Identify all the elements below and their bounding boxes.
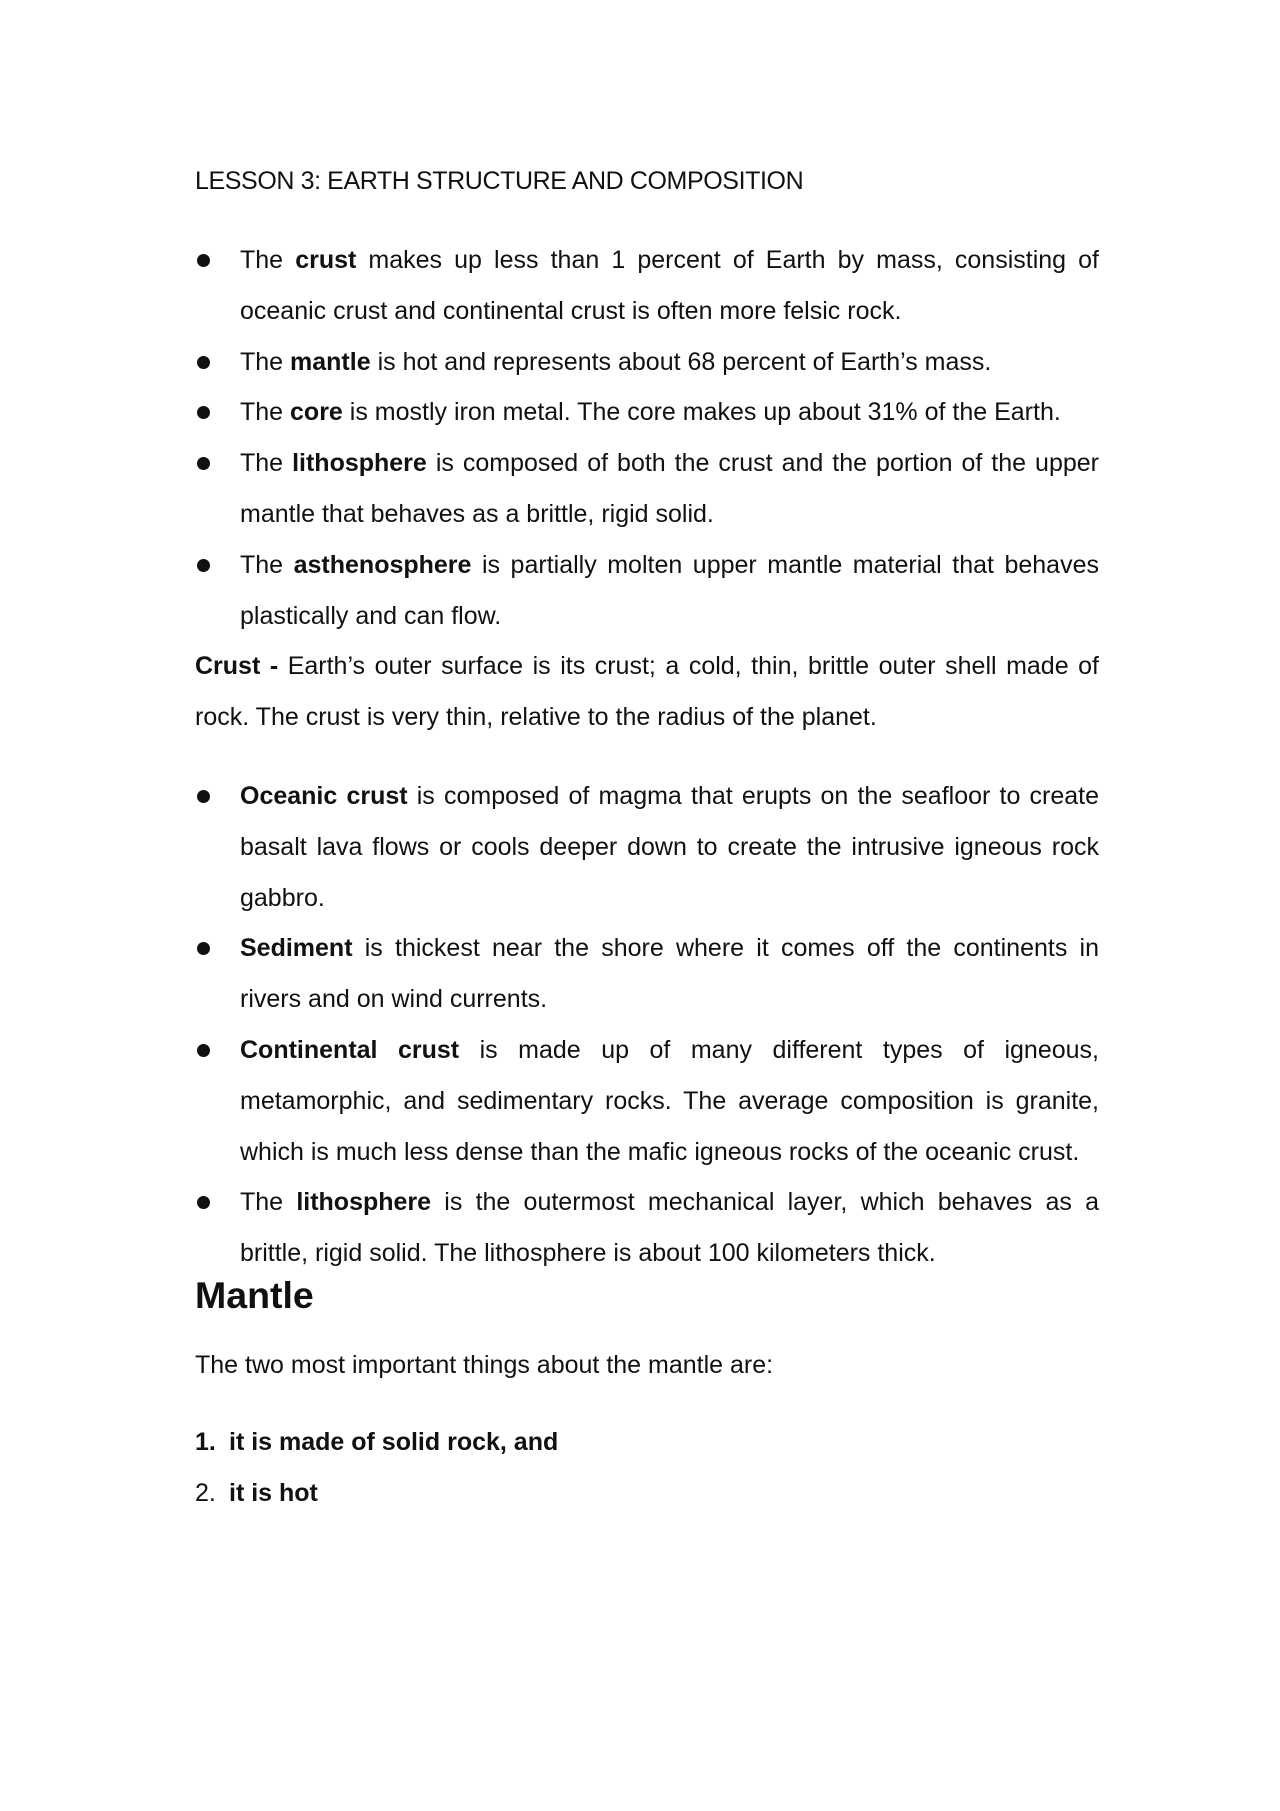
bullet-icon	[197, 1196, 210, 1209]
list-item: The mantle is hot and represents about 68 percent of Earth’s mass.	[195, 337, 1099, 388]
bullet-icon	[197, 457, 210, 470]
layer-summary-list	[195, 235, 1099, 641]
list-item: Oceanic crust is composed of magma that erupts on the seafloor to create basalt lava flows or cools deeper down to create the intrusive igneous rock gabbro.	[195, 771, 1099, 923]
bullet-icon	[197, 406, 210, 419]
mantle-points-list	[195, 1417, 1099, 1519]
mantle-heading: Mantle	[195, 1273, 314, 1316]
bullet-icon	[197, 559, 210, 572]
bullet-icon	[197, 254, 210, 267]
crust-paragraph: Crust - Earth’s outer surface is its crust; a cold, thin, brittle outer shell made of rock. The crust is very thin, relative to the radius of the planet.	[195, 652, 1100, 732]
list-item: The core is mostly iron metal. The core makes up about 31% of the Earth.	[195, 387, 1099, 438]
list-item: Sediment is thickest near the shore where it comes off the continents in rivers and on wind currents.	[195, 923, 1099, 1025]
bullet-icon	[197, 790, 210, 803]
crust-details-list	[195, 771, 1099, 1279]
page-title: LESSON 3: EARTH STRUCTURE AND COMPOSITION	[195, 167, 804, 195]
document-page	[195, 165, 1099, 1519]
list-item: The lithosphere is composed of both the crust and the portion of the upper mantle that behaves as a brittle, rigid solid.	[195, 438, 1099, 540]
list-item: 2. it is hot	[195, 1478, 318, 1507]
list-item: Continental crust is made up of many different types of igneous, metamorphic, and sedimentary rocks. The average composition is granite, which is much less dense than the mafic igneous rocks of the oceanic crust.	[195, 1025, 1099, 1177]
mantle-intro: The two most important things about the mantle are:	[195, 1350, 774, 1379]
list-item: The crust makes up less than 1 percent of Earth by mass, consisting of oceanic crust and continental crust is often more felsic rock.	[195, 235, 1099, 337]
list-item: The lithosphere is the outermost mechanical layer, which behaves as a brittle, rigid solid. The lithosphere is about 100 kilometers thick.	[195, 1177, 1099, 1279]
bullet-icon	[197, 356, 210, 369]
list-item: The asthenosphere is partially molten upper mantle material that behaves plastically and can flow.	[195, 540, 1099, 642]
list-item: 1. it is made of solid rock, and	[195, 1427, 559, 1456]
bullet-icon	[197, 1044, 210, 1057]
bullet-icon	[197, 942, 210, 955]
